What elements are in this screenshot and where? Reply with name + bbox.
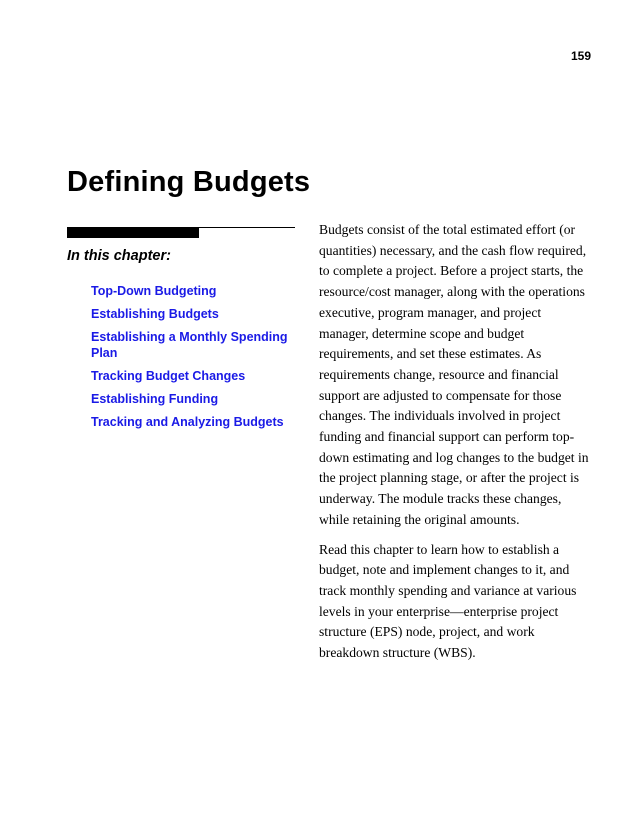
- body-paragraph-overview: Read this chapter to learn how to establish a budget, note and implement changes to it, and track monthly spending and variance at various levels in your enterprise—enterprise project structure (EPS) node, project, and work breakdown structure (WBS).: [319, 541, 577, 661]
- toc-link-monthly-spending-plan[interactable]: Establishing a Monthly Spending Plan: [91, 330, 288, 360]
- chapter-contents-list: [91, 283, 301, 437]
- body-text: [319, 220, 594, 673]
- body-paragraph-intro: Budgets consist of the total estimated effort (or quantities) necessary, and the cash flow required, to complete a project. Before a project starts, the resource/cost manager, along with the operations executive, program manager, and project manager, determine scope and budget requirements, and set these estimates. As requirements change, resource and financial support are adjusted to compensate for those changes. The individuals involved in project funding and financial support can perform top-down estimating and log changes to the budget in the project planning stage, or after the project is underway. The module tracks these changes, while retaining the original amounts.: [319, 222, 589, 527]
- toc-link-tracking-budget-changes[interactable]: Tracking Budget Changes: [91, 369, 246, 383]
- sidebar-heading: In this chapter:: [67, 248, 171, 264]
- toc-link-tracking-analyzing-budgets[interactable]: Tracking and Analyzing Budgets: [91, 415, 284, 429]
- toc-link-establishing-budgets[interactable]: Establishing Budgets: [91, 307, 219, 321]
- toc-link-top-down-budgeting[interactable]: Top-Down Budgeting: [91, 284, 217, 298]
- toc-link-establishing-funding[interactable]: Establishing Funding: [91, 392, 219, 406]
- chapter-title: Defining Budgets: [67, 166, 311, 198]
- page-number: 159: [570, 49, 591, 63]
- divider-bar: [67, 228, 199, 238]
